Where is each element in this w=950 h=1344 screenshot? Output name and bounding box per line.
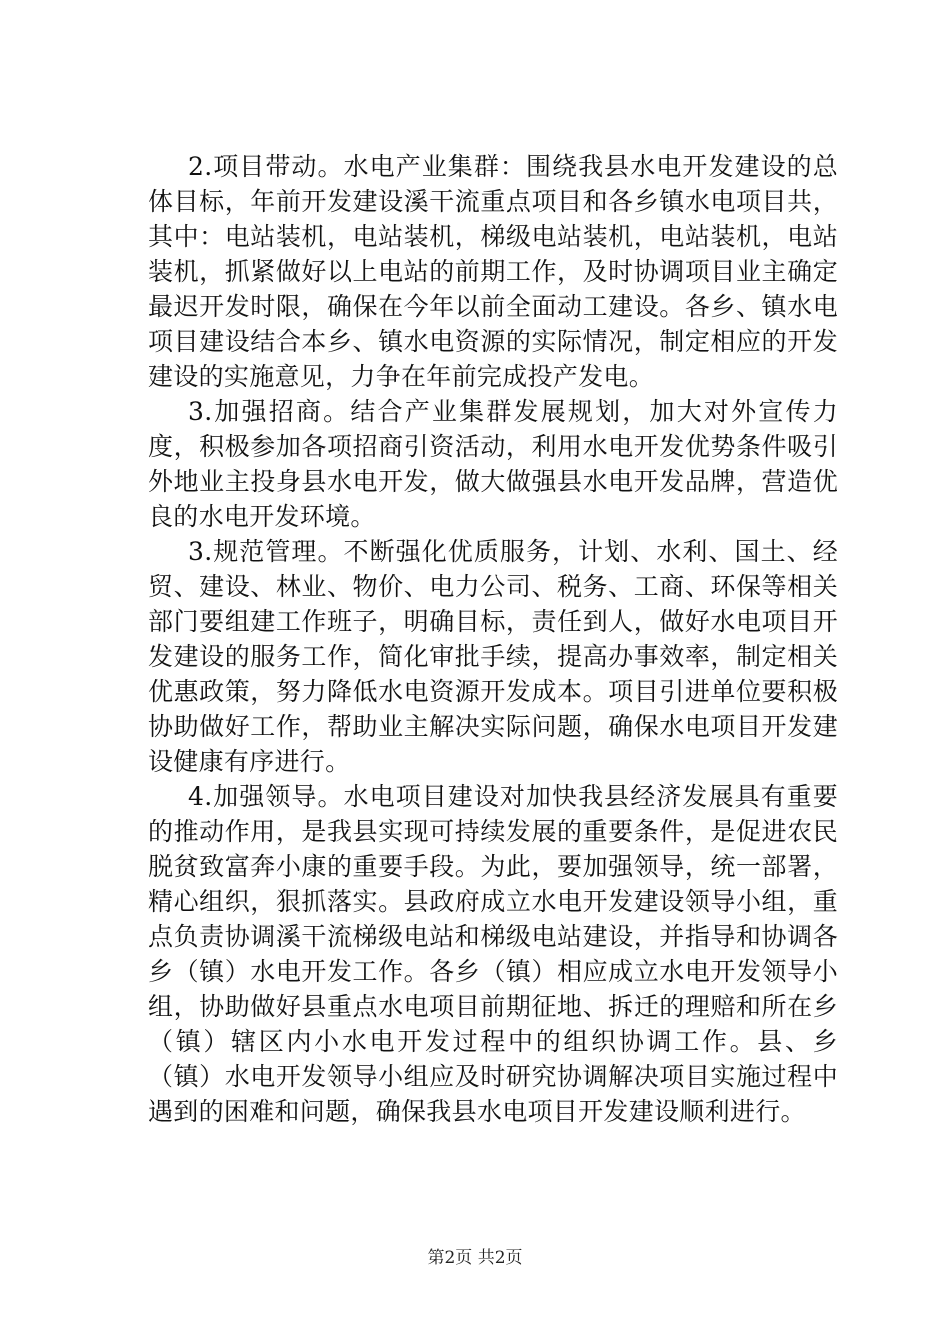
paragraph-standard-management: 3.规范管理。不断强化优质服务，计划、水利、国土、经贸、建设、林业、物价、电力公司、税务、工商、环保等相关部门要组建工作班子，明确目标，责任到人，做好水电项目开发建设的服务工作，简化审批手续，提高办事效率，制定相关优惠政策，努力降低水电资源开发成本。项目引进单位要积极协助做好工作，帮助业主解决实际问题，确保水电项目开发建设健康有序进行。: [148, 537, 838, 776]
document-body: [148, 149, 838, 1129]
page-number-footer: 第2页 共2页: [427, 1248, 523, 1268]
paragraph-project-driven: 2.项目带动。水电产业集群：围绕我县水电开发建设的总体目标，年前开发建设溪干流重点项目和各乡镇水电项目共，其中：电站装机，电站装机，梯级电站装机，电站装机，电站装机，抓紧做好以上电站的前期工作，及时协调项目业主确定最迟开发时限，确保在今年以前全面动工建设。各乡、镇水电项目建设结合本乡、镇水电资源的实际情况，制定相应的开发建设的实施意见，力争在年前完成投产发电。: [148, 152, 838, 391]
paragraph-leadership: 4.加强领导。水电项目建设对加快我县经济发展具有重要的推动作用，是我县实现可持续发展的重要条件，是促进农民脱贫致富奔小康的重要手段。为此，要加强领导，统一部署，精心组织，狠抓落实。县政府成立水电开发建设领导小组，重点负责协调溪干流梯级电站和梯级电站建设，并指导和协调各乡（镇）水电开发工作。各乡（镇）相应成立水电开发领导小组，协助做好县重点水电项目前期征地、拆迁的理赔和所在乡（镇）辖区内小水电开发过程中的组织协调工作。县、乡（镇）水电开发领导小组应及时研究协调解决项目实施过程中遇到的困难和问题，确保我县水电项目开发建设顺利进行。: [148, 782, 838, 1126]
paragraph-investment-attraction: 3.加强招商。结合产业集群发展规划，加大对外宣传力度，积极参加各项招商引资活动，利用水电开发优势条件吸引外地业主投身县水电开发，做大做强县水电开发品牌，营造优良的水电开发环境。: [148, 397, 838, 531]
